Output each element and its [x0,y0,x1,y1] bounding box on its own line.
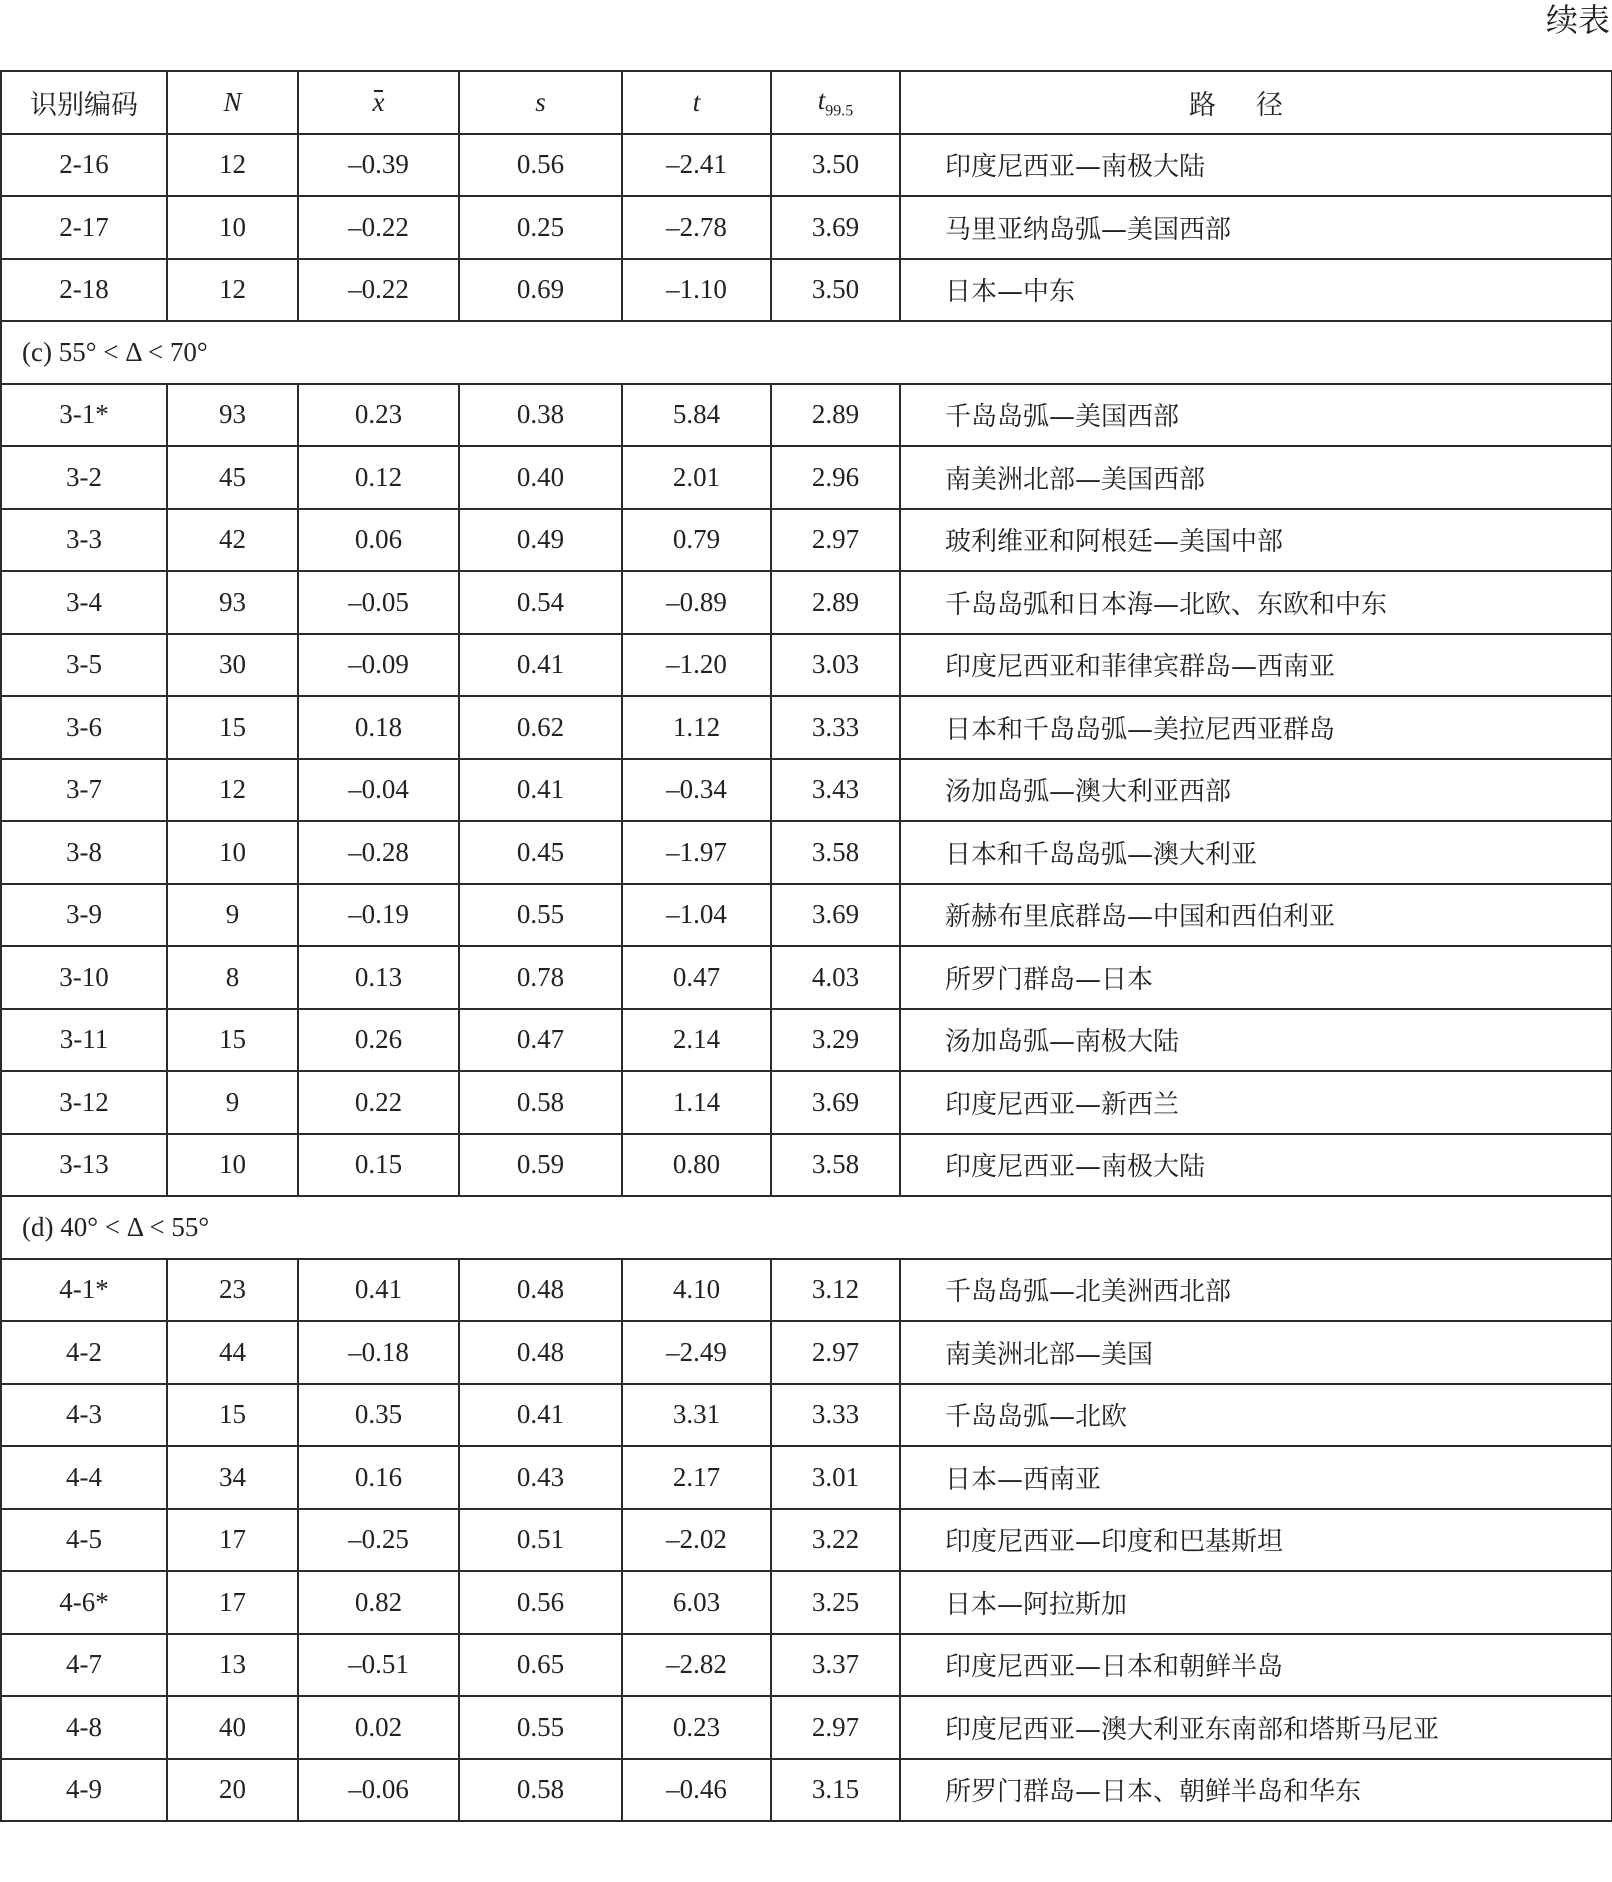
cell-n: 40 [167,1696,298,1759]
cell-std: 0.56 [459,1571,622,1634]
cell-std: 0.40 [459,446,622,509]
cell-t: 2.01 [622,446,771,509]
cell-t-critical: 3.25 [771,1571,900,1634]
section-label: (d) 40° < Δ < 55° [1,1196,1612,1259]
cell-std: 0.65 [459,1634,622,1697]
cell-std: 0.38 [459,384,622,447]
cell-t-critical: 2.97 [771,509,900,572]
cell-std: 0.25 [459,196,622,259]
cell-t: 0.47 [622,946,771,1009]
header-t-critical-base: t [817,84,826,115]
cell-t-critical: 3.43 [771,759,900,822]
cell-t: –0.89 [622,571,771,634]
section-label: (c) 55° < Δ < 70° [1,321,1612,384]
cell-n: 9 [167,884,298,947]
cell-std: 0.43 [459,1446,622,1509]
section-row [1,1196,1612,1259]
cell-mean: –0.28 [298,821,459,884]
cell-n: 93 [167,384,298,447]
table-row [1,884,1612,947]
cell-t-critical: 3.69 [771,1071,900,1134]
cell-path: 汤加岛弧—南极大陆 [900,1009,1612,1072]
header-t-critical [771,71,900,134]
cell-n: 45 [167,446,298,509]
table-row [1,1259,1612,1322]
cell-t: –2.49 [622,1321,771,1384]
table-row [1,384,1612,447]
cell-mean: –0.18 [298,1321,459,1384]
cell-path: 所罗门群岛—日本 [900,946,1612,1009]
cell-n: 8 [167,946,298,1009]
cell-t: 2.14 [622,1009,771,1072]
cell-n: 23 [167,1259,298,1322]
cell-id: 2-16 [1,134,167,197]
header-t-critical-sub: 99.5 [825,101,854,119]
cell-mean: –0.09 [298,634,459,697]
cell-id: 4-4 [1,1446,167,1509]
cell-t-critical: 3.37 [771,1634,900,1697]
cell-id: 3-7 [1,759,167,822]
cell-t-critical: 3.01 [771,1446,900,1509]
header-row [1,71,1612,134]
table-row [1,1634,1612,1697]
cell-n: 12 [167,134,298,197]
cell-path: 日本和千岛岛弧—澳大利亚 [900,821,1612,884]
cell-n: 20 [167,1759,298,1822]
cell-t-critical: 3.29 [771,1009,900,1072]
cell-std: 0.41 [459,759,622,822]
cell-std: 0.69 [459,259,622,322]
cell-mean: –0.22 [298,259,459,322]
cell-t: –1.20 [622,634,771,697]
cell-path: 印度尼西亚—日本和朝鲜半岛 [900,1634,1612,1697]
cell-t: 1.14 [622,1071,771,1134]
cell-n: 15 [167,1384,298,1447]
cell-n: 30 [167,634,298,697]
cell-mean: –0.05 [298,571,459,634]
table-row [1,821,1612,884]
cell-mean: –0.51 [298,1634,459,1697]
cell-n: 10 [167,1134,298,1197]
cell-n: 10 [167,821,298,884]
cell-id: 4-1* [1,1259,167,1322]
cell-n: 17 [167,1571,298,1634]
cell-mean: 0.16 [298,1446,459,1509]
table-row [1,696,1612,759]
cell-std: 0.58 [459,1759,622,1822]
cell-mean: –0.19 [298,884,459,947]
table-row [1,446,1612,509]
cell-t: 0.80 [622,1134,771,1197]
data-table [0,70,1612,1822]
cell-t: –0.34 [622,759,771,822]
cell-t: –0.46 [622,1759,771,1822]
cell-t-critical: 3.03 [771,634,900,697]
header-id: 识别编码 [1,71,167,134]
cell-t: 0.23 [622,1696,771,1759]
cell-id: 4-8 [1,1696,167,1759]
cell-t: 3.31 [622,1384,771,1447]
cell-t-critical: 2.96 [771,446,900,509]
cell-n: 9 [167,1071,298,1134]
cell-mean: 0.12 [298,446,459,509]
header-n: N [167,71,298,134]
cell-std: 0.62 [459,696,622,759]
cell-t-critical: 3.50 [771,134,900,197]
cell-id: 3-8 [1,821,167,884]
cell-path: 印度尼西亚—澳大利亚东南部和塔斯马尼亚 [900,1696,1612,1759]
cell-t: –2.78 [622,196,771,259]
cell-id: 3-2 [1,446,167,509]
cell-path: 南美洲北部—美国西部 [900,446,1612,509]
cell-t-critical: 2.97 [771,1321,900,1384]
table-row [1,1509,1612,1572]
cell-path: 千岛岛弧—北美洲西北部 [900,1259,1612,1322]
header-s: s [459,71,622,134]
cell-t-critical: 3.69 [771,884,900,947]
cell-path: 南美洲北部—美国 [900,1321,1612,1384]
cell-id: 3-3 [1,509,167,572]
cell-mean: 0.82 [298,1571,459,1634]
cell-std: 0.47 [459,1009,622,1072]
header-xbar-symbol: x [372,86,385,117]
cell-std: 0.48 [459,1321,622,1384]
continued-label: 续表 [1545,1,1610,39]
cell-std: 0.78 [459,946,622,1009]
cell-id: 2-18 [1,259,167,322]
cell-path: 印度尼西亚—印度和巴基斯坦 [900,1509,1612,1572]
cell-id: 3-11 [1,1009,167,1072]
table-row [1,1009,1612,1072]
cell-t: 2.17 [622,1446,771,1509]
cell-path: 日本—阿拉斯加 [900,1571,1612,1634]
cell-mean: 0.13 [298,946,459,1009]
cell-mean: 0.35 [298,1384,459,1447]
cell-mean: –0.06 [298,1759,459,1822]
cell-path: 印度尼西亚—新西兰 [900,1071,1612,1134]
cell-t-critical: 3.50 [771,259,900,322]
cell-path: 印度尼西亚和菲律宾群岛—西南亚 [900,634,1612,697]
cell-mean: 0.18 [298,696,459,759]
cell-t-critical: 2.89 [771,571,900,634]
cell-id: 3-9 [1,884,167,947]
cell-n: 15 [167,696,298,759]
cell-path: 马里亚纳岛弧—美国西部 [900,196,1612,259]
cell-n: 15 [167,1009,298,1072]
cell-t-critical: 4.03 [771,946,900,1009]
cell-n: 17 [167,1509,298,1572]
cell-mean: 0.06 [298,509,459,572]
table-row [1,946,1612,1009]
cell-std: 0.51 [459,1509,622,1572]
cell-std: 0.41 [459,1384,622,1447]
table-row [1,1446,1612,1509]
cell-std: 0.48 [459,1259,622,1322]
cell-path: 日本和千岛岛弧—美拉尼西亚群岛 [900,696,1612,759]
cell-mean: 0.23 [298,384,459,447]
cell-id: 3-5 [1,634,167,697]
cell-path: 新赫布里底群岛—中国和西伯利亚 [900,884,1612,947]
cell-path: 日本—中东 [900,259,1612,322]
cell-t: –2.41 [622,134,771,197]
cell-mean: 0.15 [298,1134,459,1197]
header-xbar [298,71,459,134]
cell-std: 0.49 [459,509,622,572]
table-row [1,134,1612,197]
header-path [900,71,1612,134]
cell-t: 5.84 [622,384,771,447]
table-row [1,571,1612,634]
cell-id: 4-2 [1,1321,167,1384]
table-row [1,1696,1612,1759]
cell-t: 1.12 [622,696,771,759]
table-row [1,759,1612,822]
cell-id: 4-7 [1,1634,167,1697]
cell-path: 千岛岛弧—美国西部 [900,384,1612,447]
cell-std: 0.55 [459,884,622,947]
cell-id: 4-6* [1,1571,167,1634]
cell-id: 2-17 [1,196,167,259]
cell-id: 4-3 [1,1384,167,1447]
cell-path: 印度尼西亚—南极大陆 [900,1134,1612,1197]
header-path-text: 路径 [1189,89,1323,121]
table-row [1,1759,1612,1822]
table-row [1,1071,1612,1134]
header-t: t [622,71,771,134]
table-row [1,509,1612,572]
cell-id: 3-12 [1,1071,167,1134]
cell-std: 0.59 [459,1134,622,1197]
cell-t: 0.79 [622,509,771,572]
cell-mean: 0.26 [298,1009,459,1072]
cell-id: 3-10 [1,946,167,1009]
cell-mean: –0.22 [298,196,459,259]
cell-std: 0.58 [459,1071,622,1134]
cell-t-critical: 2.89 [771,384,900,447]
table-row [1,1384,1612,1447]
cell-n: 12 [167,259,298,322]
cell-mean: 0.22 [298,1071,459,1134]
cell-mean: –0.04 [298,759,459,822]
cell-id: 4-9 [1,1759,167,1822]
cell-std: 0.56 [459,134,622,197]
cell-n: 42 [167,509,298,572]
cell-n: 12 [167,759,298,822]
cell-t-critical: 2.97 [771,1696,900,1759]
cell-n: 10 [167,196,298,259]
cell-id: 3-13 [1,1134,167,1197]
cell-path: 日本—西南亚 [900,1446,1612,1509]
cell-t: –1.04 [622,884,771,947]
cell-t: –1.97 [622,821,771,884]
table-body [1,134,1612,1822]
cell-mean: 0.41 [298,1259,459,1322]
cell-std: 0.54 [459,571,622,634]
cell-id: 3-1* [1,384,167,447]
cell-mean: –0.25 [298,1509,459,1572]
cell-path: 所罗门群岛—日本、朝鲜半岛和华东 [900,1759,1612,1822]
cell-std: 0.55 [459,1696,622,1759]
cell-id: 3-4 [1,571,167,634]
cell-path: 汤加岛弧—澳大利亚西部 [900,759,1612,822]
cell-mean: 0.02 [298,1696,459,1759]
cell-t-critical: 3.58 [771,821,900,884]
table-row [1,1321,1612,1384]
cell-t: 6.03 [622,1571,771,1634]
cell-t-critical: 3.33 [771,696,900,759]
cell-path: 玻利维亚和阿根廷—美国中部 [900,509,1612,572]
table-row [1,634,1612,697]
cell-t-critical: 3.12 [771,1259,900,1322]
cell-t: 4.10 [622,1259,771,1322]
cell-n: 34 [167,1446,298,1509]
cell-n: 93 [167,571,298,634]
cell-std: 0.41 [459,634,622,697]
cell-path: 千岛岛弧—北欧 [900,1384,1612,1447]
cell-t: –1.10 [622,259,771,322]
cell-t-critical: 3.33 [771,1384,900,1447]
table-row [1,1571,1612,1634]
cell-id: 3-6 [1,696,167,759]
cell-t: –2.82 [622,1634,771,1697]
cell-t-critical: 3.69 [771,196,900,259]
cell-n: 44 [167,1321,298,1384]
cell-std: 0.45 [459,821,622,884]
cell-n: 13 [167,1634,298,1697]
table-row [1,1134,1612,1197]
cell-id: 4-5 [1,1509,167,1572]
table-row [1,196,1612,259]
cell-t-critical: 3.58 [771,1134,900,1197]
cell-t-critical: 3.15 [771,1759,900,1822]
cell-t: –2.02 [622,1509,771,1572]
table-row [1,259,1612,322]
cell-path: 千岛岛弧和日本海—北欧、东欧和中东 [900,571,1612,634]
cell-path: 印度尼西亚—南极大陆 [900,134,1612,197]
cell-mean: –0.39 [298,134,459,197]
section-row [1,321,1612,384]
cell-t-critical: 3.22 [771,1509,900,1572]
